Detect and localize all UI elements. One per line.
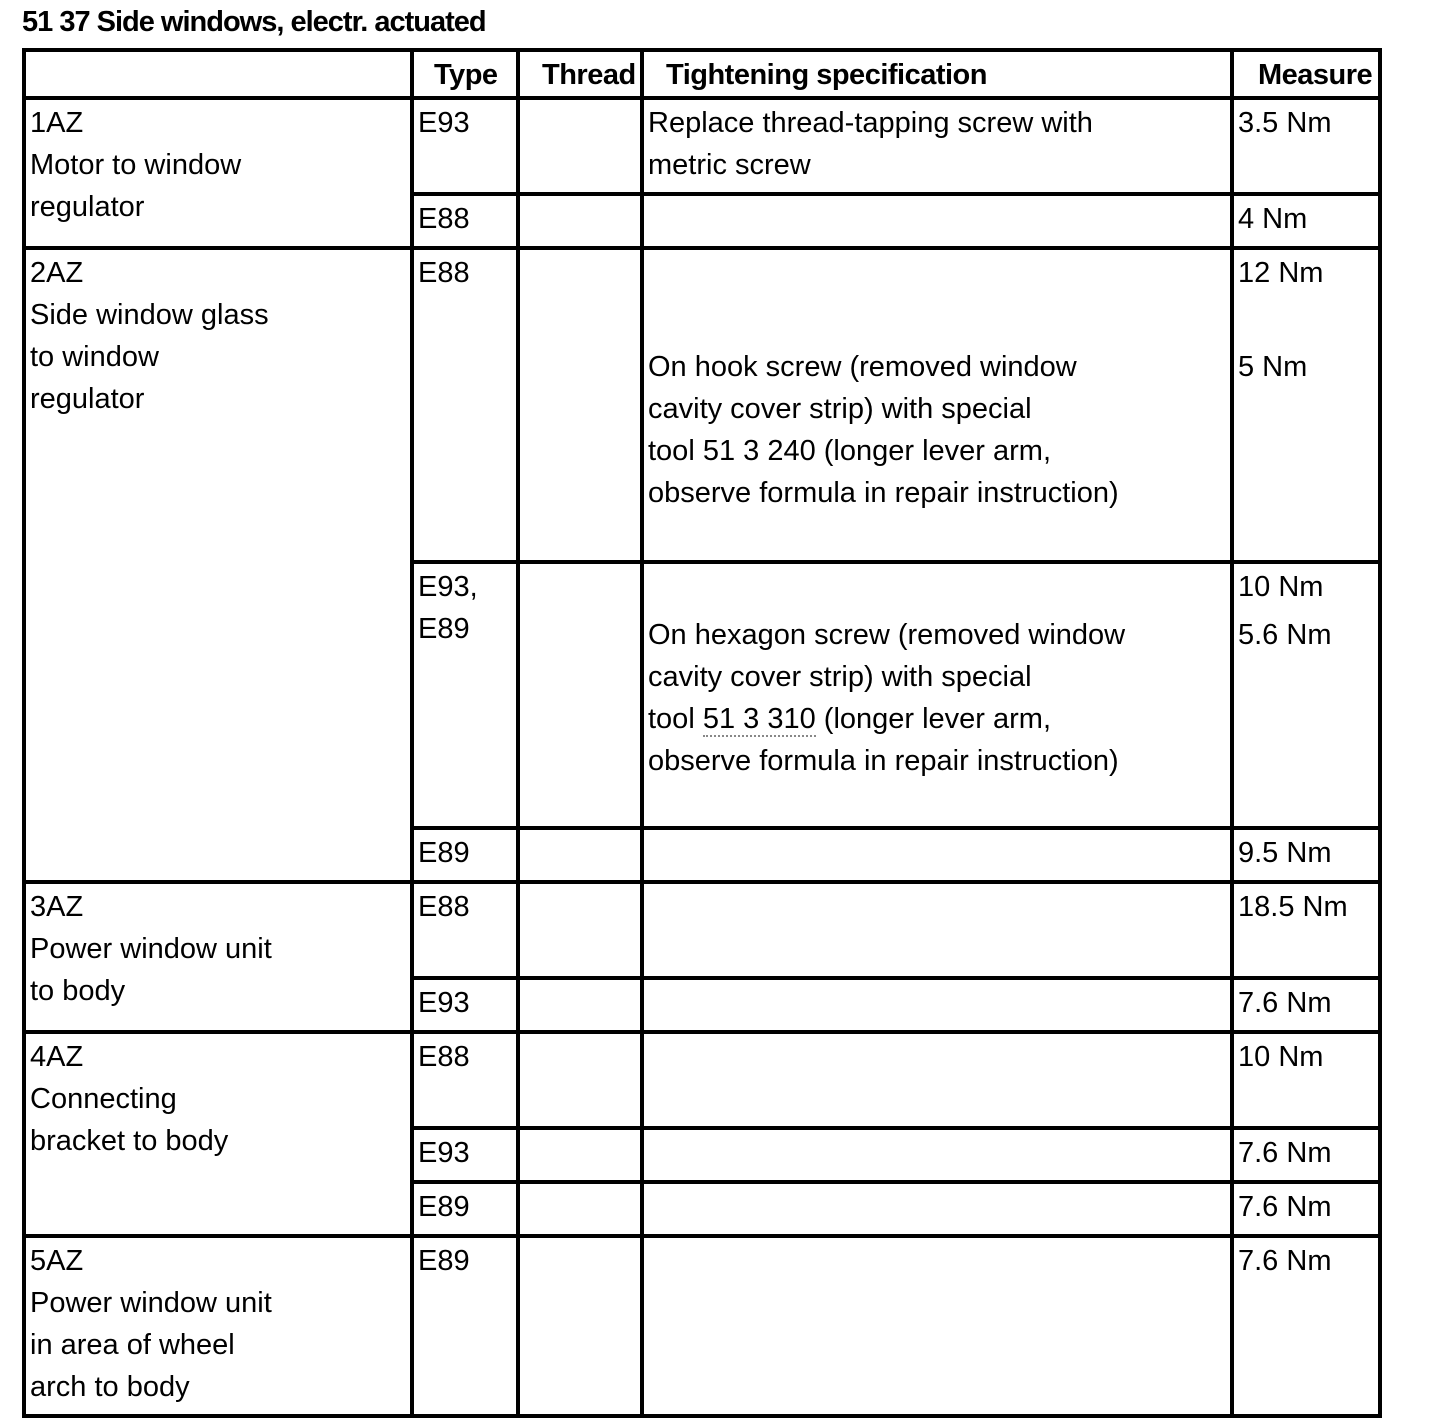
spec-line	[648, 698, 1230, 740]
item-description	[30, 144, 410, 228]
item-description	[30, 294, 410, 420]
table-row	[24, 1236, 1380, 1416]
header-thread: Thread	[518, 50, 642, 98]
spec-line: On hook screw (removed window	[648, 351, 1077, 383]
type-cell	[412, 1032, 518, 1128]
spec-line: On hexagon screw (removed window	[648, 619, 1126, 651]
desc-line: Connecting	[30, 1083, 177, 1115]
item-code: 1AZ	[30, 107, 84, 139]
type-cell	[412, 248, 518, 562]
item-cell-5az	[24, 1236, 412, 1416]
spec-line: metric screw	[648, 149, 811, 181]
measure-value: 5.6 Nm	[1238, 619, 1332, 651]
thread-cell	[518, 882, 642, 978]
spec-cell	[642, 98, 1232, 194]
item-cell-2az	[24, 248, 412, 882]
thread-cell	[518, 1032, 642, 1128]
type-line: E89	[418, 837, 470, 869]
thread-cell	[518, 1236, 642, 1416]
type-cell	[412, 1182, 518, 1236]
thread-cell	[518, 98, 642, 194]
type-cell	[412, 978, 518, 1032]
spec-cell	[642, 828, 1232, 882]
thread-cell	[518, 978, 642, 1032]
measure-cell	[1232, 882, 1380, 978]
spec-cell	[642, 1236, 1232, 1416]
type-line: E88	[418, 891, 470, 923]
spec-line: observe formula in repair instruction)	[648, 477, 1119, 509]
measure-cell	[1232, 1182, 1380, 1236]
measure-cell	[1232, 194, 1380, 248]
header-type: Type	[412, 50, 518, 98]
measure-value: 10 Nm	[1238, 1041, 1324, 1073]
thread-cell	[518, 1182, 642, 1236]
type-line: E93	[418, 107, 470, 139]
item-code: 5AZ	[30, 1245, 84, 1277]
item-description	[30, 1078, 410, 1162]
spec-line: Replace thread-tapping screw with	[648, 107, 1093, 139]
desc-line: Motor to window	[30, 149, 242, 181]
desc-line: arch to body	[30, 1371, 190, 1403]
spec-cell	[642, 562, 1232, 828]
measure-value: 12 Nm	[1238, 257, 1324, 289]
desc-line: regulator	[30, 383, 145, 415]
desc-line: bracket to body	[30, 1125, 229, 1157]
measure-cell	[1232, 98, 1380, 194]
type-cell	[412, 98, 518, 194]
measure-cell	[1232, 1128, 1380, 1182]
desc-line: to window	[30, 341, 159, 373]
thread-cell	[518, 194, 642, 248]
measure-value: 18.5 Nm	[1238, 891, 1348, 923]
thread-cell	[518, 562, 642, 828]
table-row	[24, 248, 1380, 562]
item-cell-3az	[24, 882, 412, 1032]
measure-cell	[1232, 828, 1380, 882]
type-line: E93,	[418, 571, 478, 603]
tightening-torque-table	[22, 48, 1382, 1418]
measure-value: 9.5 Nm	[1238, 837, 1332, 869]
item-cell-4az	[24, 1032, 412, 1236]
spec-line: tool 51 3 240 (longer lever arm,	[648, 435, 1051, 467]
desc-line: Side window glass	[30, 299, 269, 331]
type-cell	[412, 1236, 518, 1416]
desc-line: in area of wheel	[30, 1329, 235, 1361]
measure-cell	[1232, 1032, 1380, 1128]
measure-value: 10 Nm	[1238, 571, 1324, 603]
measure-value: 7.6 Nm	[1238, 1191, 1332, 1223]
type-line: E88	[418, 257, 470, 289]
measure-value: 7.6 Nm	[1238, 987, 1332, 1019]
measure-cell	[1232, 1236, 1380, 1416]
measure-value: 4 Nm	[1238, 203, 1308, 235]
measure-cell	[1232, 978, 1380, 1032]
header-measure: Measure	[1232, 50, 1380, 98]
spec-cell	[642, 1128, 1232, 1182]
type-line: E89	[418, 1245, 470, 1277]
type-line: E89	[418, 1191, 470, 1223]
spec-text: tool	[648, 703, 703, 735]
table-row	[24, 882, 1380, 978]
spec-text: (longer lever arm,	[823, 703, 1052, 735]
desc-line: Power window unit	[30, 1287, 272, 1319]
item-description	[30, 928, 410, 1012]
desc-line: to body	[30, 975, 126, 1007]
spec-cell	[642, 1032, 1232, 1128]
type-line: E89	[418, 613, 470, 645]
thread-cell	[518, 828, 642, 882]
type-cell	[412, 882, 518, 978]
measure-value: 3.5 Nm	[1238, 107, 1332, 139]
measure-value: 7.6 Nm	[1238, 1137, 1332, 1169]
type-line: E93	[418, 987, 470, 1019]
item-code: 3AZ	[30, 891, 84, 923]
page-title: 51 37 Side windows, electr. actuated	[22, 6, 486, 38]
item-code: 4AZ	[30, 1041, 84, 1073]
spec-cell	[642, 194, 1232, 248]
measure-value: 7.6 Nm	[1238, 1245, 1332, 1277]
header-blank	[24, 50, 412, 98]
thread-cell	[518, 1128, 642, 1182]
spec-line: cavity cover strip) with special	[648, 661, 1032, 693]
type-cell	[412, 194, 518, 248]
header-tightening-specification: Tightening specification	[642, 50, 1232, 98]
spec-line: cavity cover strip) with special	[648, 393, 1032, 425]
type-line: E88	[418, 1041, 470, 1073]
table-row	[24, 98, 1380, 194]
item-code: 2AZ	[30, 257, 84, 289]
type-cell	[412, 1128, 518, 1182]
spec-cell	[642, 248, 1232, 562]
item-description	[30, 1282, 410, 1408]
table-row	[24, 1032, 1380, 1128]
special-tool-link[interactable]: 51 3 310	[702, 703, 816, 735]
type-cell	[412, 828, 518, 882]
spec-cell	[642, 882, 1232, 978]
type-line: E93	[418, 1137, 470, 1169]
desc-line: regulator	[30, 191, 145, 223]
type-line: E88	[418, 203, 470, 235]
measure-value: 5 Nm	[1238, 351, 1308, 383]
thread-cell	[518, 248, 642, 562]
type-cell	[412, 562, 518, 828]
measure-cell	[1232, 248, 1380, 562]
item-cell-1az	[24, 98, 412, 248]
spec-cell	[642, 978, 1232, 1032]
spec-line: observe formula in repair instruction)	[648, 745, 1119, 777]
desc-line: Power window unit	[30, 933, 272, 965]
measure-cell	[1232, 562, 1380, 828]
spec-cell	[642, 1182, 1232, 1236]
